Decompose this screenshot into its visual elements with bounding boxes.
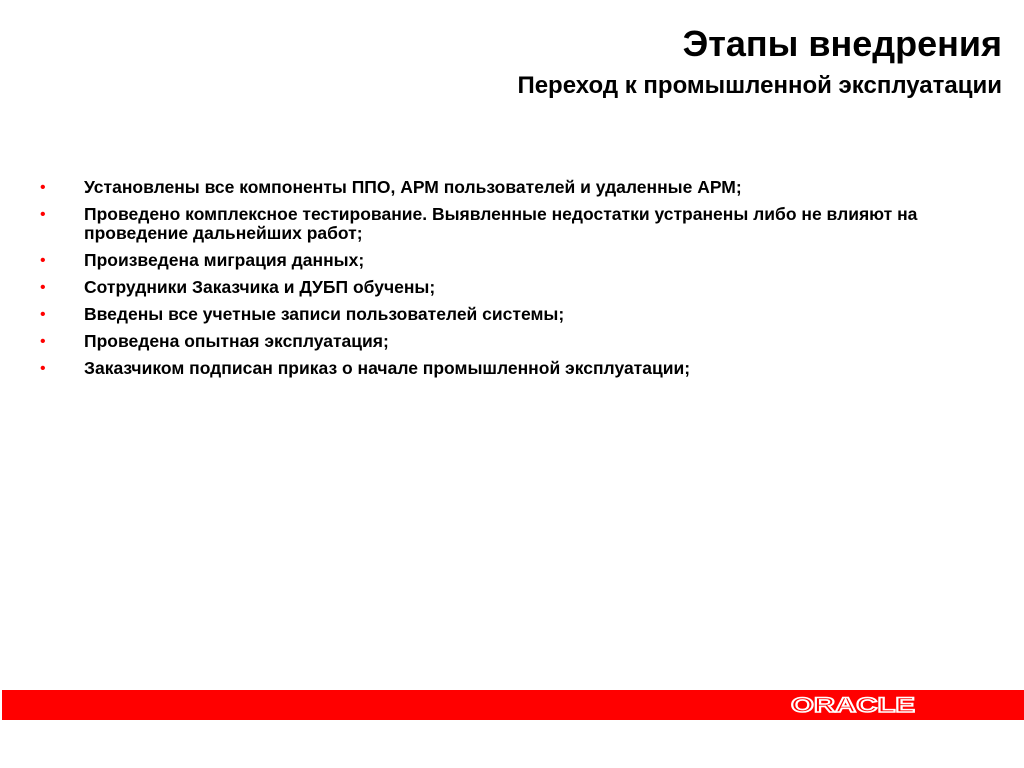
- bullet-item: [40, 278, 960, 297]
- bullet-list: [40, 178, 960, 386]
- bullet-item: [40, 332, 960, 351]
- oracle-logo-text: ORACLE: [791, 695, 915, 715]
- bullet-text: Произведена миграция данных;: [84, 250, 365, 270]
- bullet-icon: •: [40, 333, 46, 350]
- bullet-text: Введены все учетные записи пользователей системы;: [84, 304, 565, 324]
- bullet-item: [40, 305, 960, 324]
- bullet-text: Сотрудники Заказчика и ДУБП обучены;: [84, 277, 436, 297]
- bullet-item: [40, 178, 960, 197]
- bullet-icon: •: [40, 360, 46, 377]
- bullet-item: [40, 251, 960, 270]
- slide-subtitle: Переход к промышленной эксплуатации: [517, 72, 1002, 99]
- bullet-text: Заказчиком подписан приказ о начале промышленной эксплуатации;: [84, 358, 691, 378]
- bullet-text: Проведено комплексное тестирование. Выявленные недостатки устранены либо не влияют на проведение дальнейших работ;: [84, 204, 918, 243]
- bullet-icon: •: [40, 279, 46, 296]
- bullet-text: Установлены все компоненты ППО, АРМ пользователей и удаленные АРМ;: [84, 177, 742, 197]
- bullet-text: Проведена опытная эксплуатация;: [84, 331, 389, 351]
- bullet-icon: •: [40, 179, 46, 196]
- bullet-item: [40, 205, 960, 243]
- bullet-icon: •: [40, 252, 46, 269]
- bullet-icon: •: [40, 306, 46, 323]
- bullet-item: [40, 359, 960, 378]
- bullet-icon: •: [40, 206, 46, 223]
- oracle-logo-icon: [790, 695, 916, 715]
- oracle-logo: [788, 690, 918, 720]
- slide-title: Этапы внедрения: [682, 23, 1002, 64]
